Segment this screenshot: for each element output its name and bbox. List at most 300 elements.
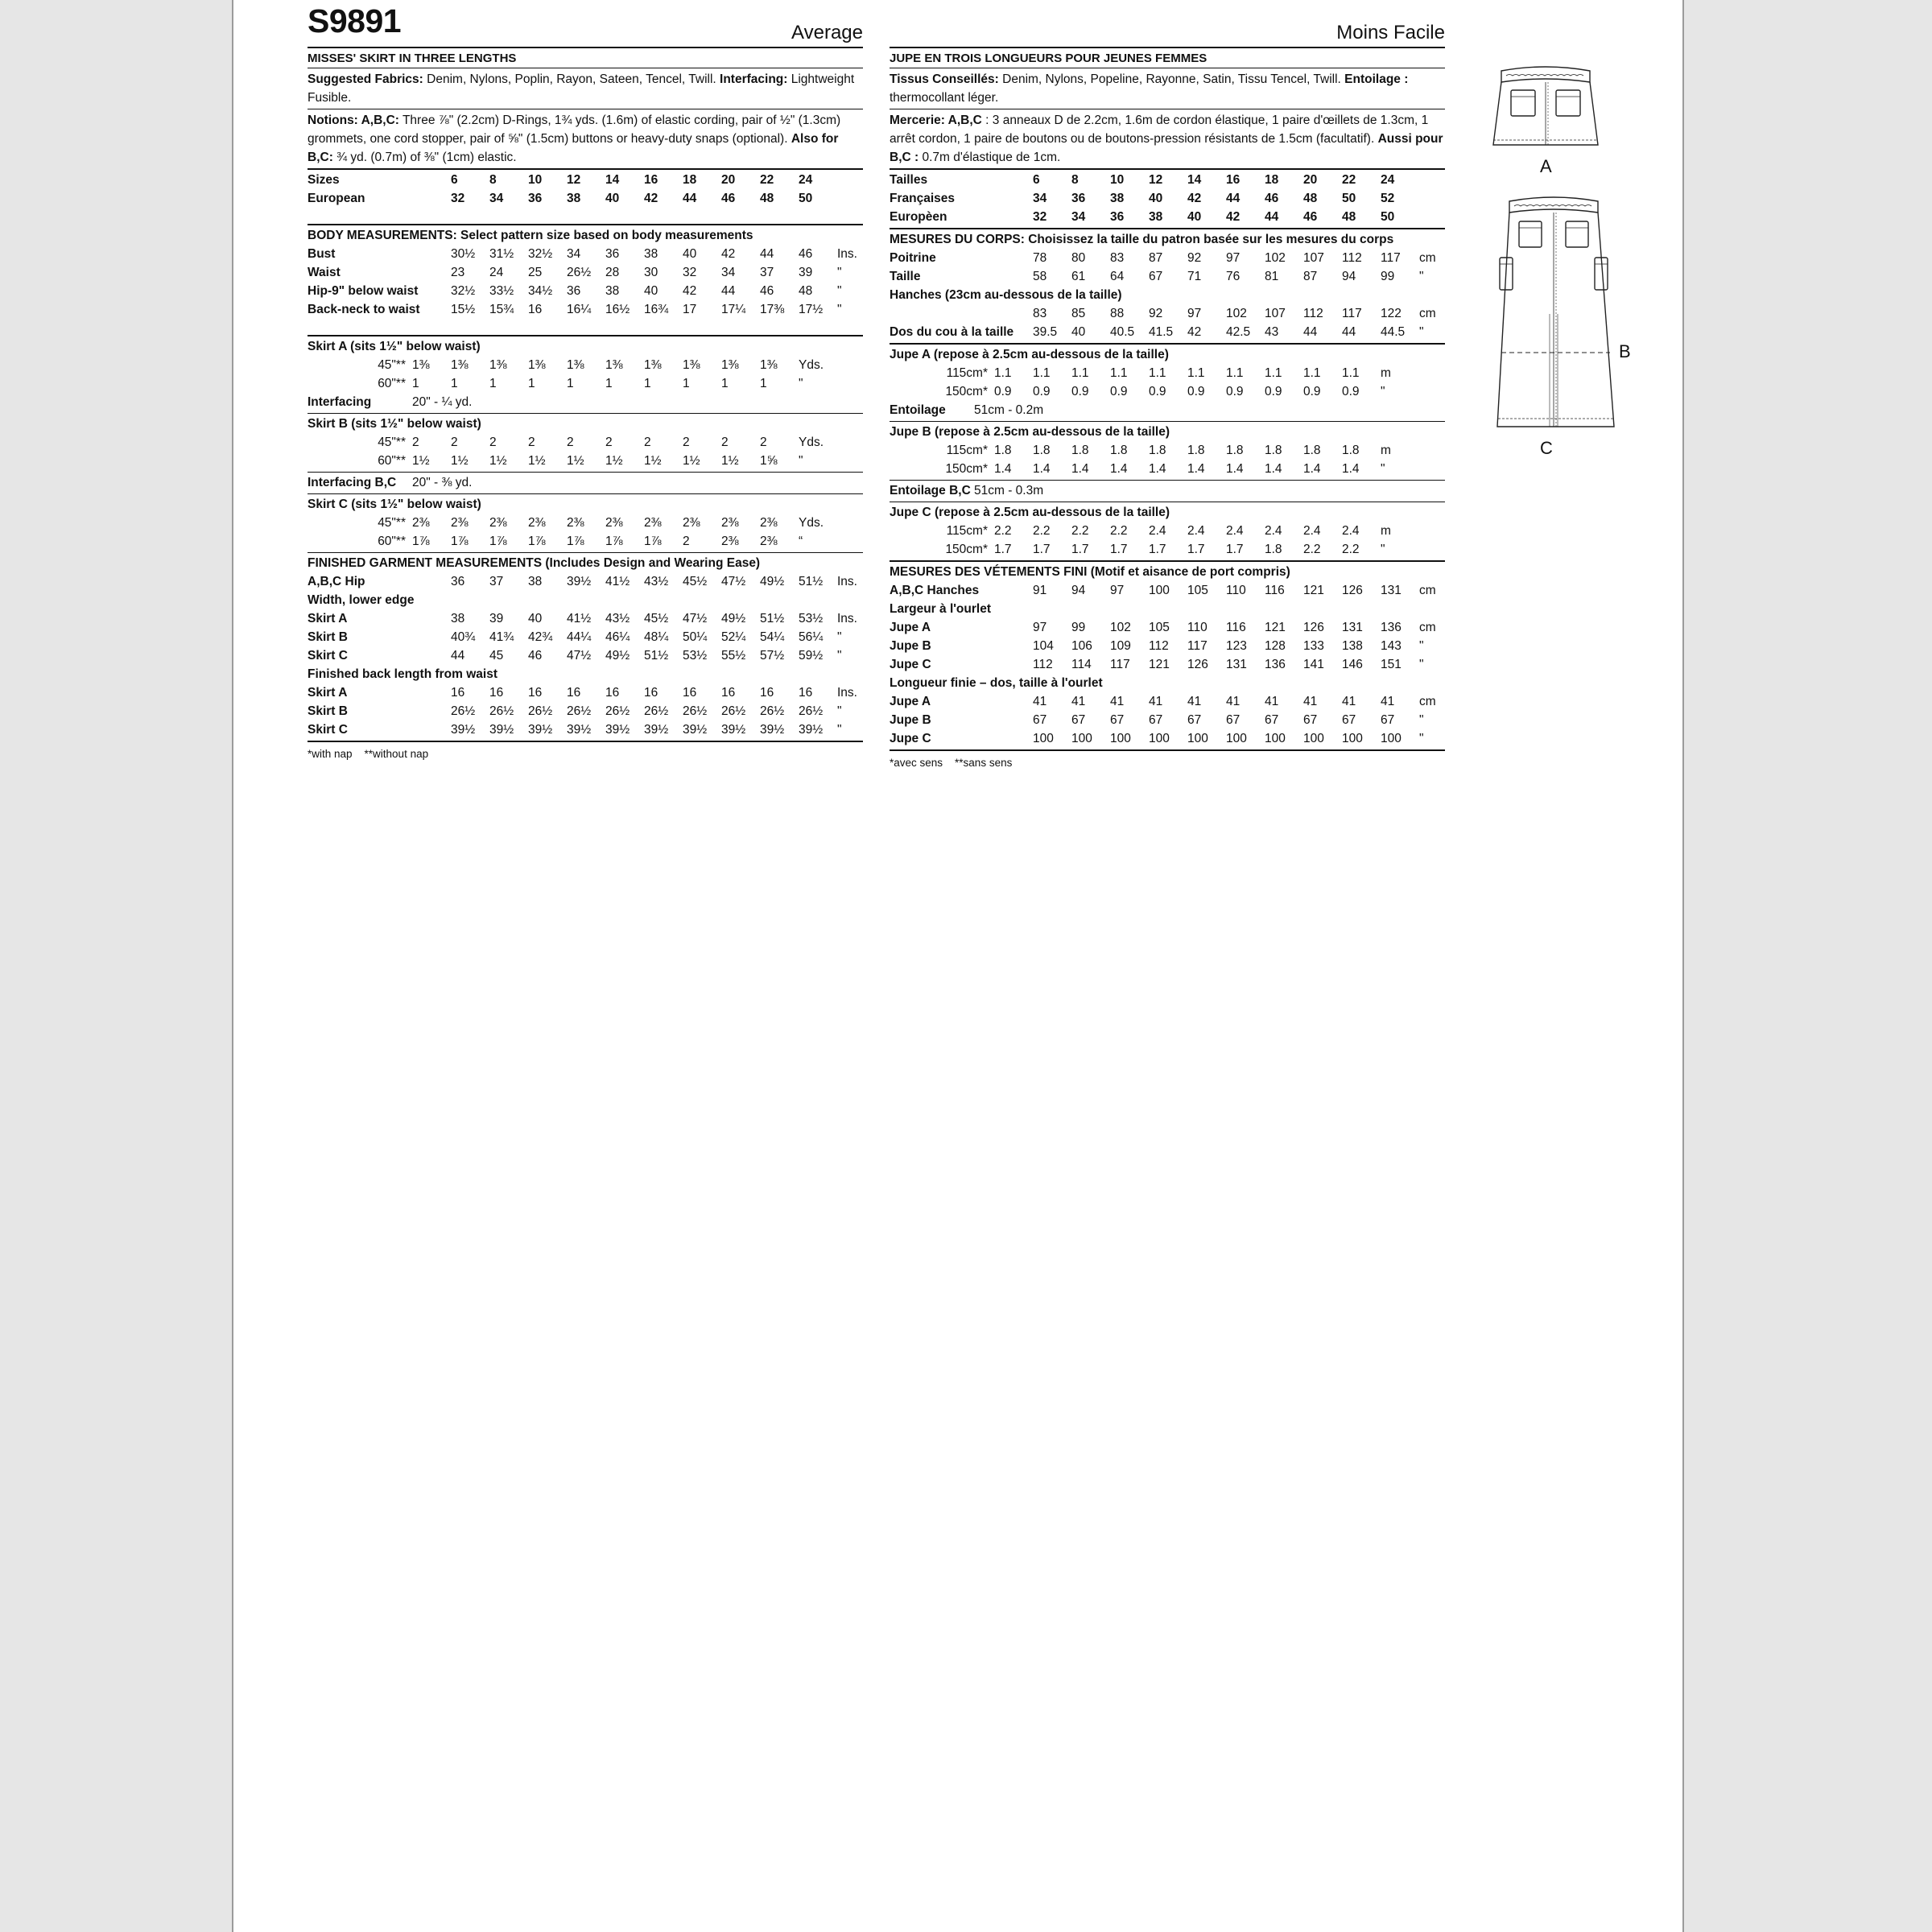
table-cell: 2 xyxy=(528,436,535,449)
table-row xyxy=(308,300,863,319)
table-cell: 2.2 xyxy=(994,524,1012,538)
table-row xyxy=(890,618,1445,637)
text-label: Interfacing xyxy=(308,395,372,409)
text-label: FINISHED GARMENT MEASUREMENTS (Includes Design and Wearing Ease) xyxy=(308,556,761,570)
table-cell: 1 xyxy=(644,377,651,390)
table-cell: 44 xyxy=(451,649,465,663)
text-label: 60"** xyxy=(378,454,406,468)
table-cell: 1½ xyxy=(412,454,430,468)
table-cell: 91 xyxy=(1033,584,1047,597)
text-label: Interfacing B,C xyxy=(308,476,397,489)
table-cell: 48 xyxy=(1342,210,1356,224)
unit-cell: " xyxy=(837,303,842,316)
table-cell: 42 xyxy=(683,284,697,298)
table-cell: 1⅜ xyxy=(451,358,469,372)
table-cell: 32½ xyxy=(528,247,553,261)
table-cell: 1.7 xyxy=(1187,543,1205,556)
table-row xyxy=(890,267,1445,286)
unit-cell: " xyxy=(1419,658,1424,671)
text-label: Jupe A xyxy=(890,621,931,634)
table-cell: 10 xyxy=(1110,173,1125,187)
unit-cell: cm xyxy=(1419,251,1436,265)
table-row xyxy=(890,401,1445,419)
unit-cell: Ins. xyxy=(837,575,857,588)
table-cell: 1.4 xyxy=(1149,462,1166,476)
skirt-bc-drawing xyxy=(1497,197,1614,427)
table-cell: 100 xyxy=(1149,732,1170,745)
table-cell: 2 xyxy=(412,436,419,449)
table-cell: 116 xyxy=(1265,584,1285,597)
table-cell: 41 xyxy=(1110,695,1125,708)
table-cell: 16 xyxy=(489,686,504,700)
finished-measurements-fr xyxy=(890,560,1445,749)
table-row xyxy=(308,245,863,263)
table-cell: 2.4 xyxy=(1265,524,1282,538)
text-label: Bust xyxy=(308,247,336,261)
table-cell: 39½ xyxy=(489,723,514,737)
unit-cell: m xyxy=(1381,366,1391,380)
table-row xyxy=(890,382,1445,401)
european-sizes-row xyxy=(308,189,863,208)
table-cell: 146 xyxy=(1342,658,1363,671)
table-cell: 42 xyxy=(1226,210,1241,224)
text-label: 0.7m d'élastique de 1cm. xyxy=(919,151,1061,164)
unit-cell: " xyxy=(837,284,842,298)
table-cell: 2⅜ xyxy=(567,516,584,530)
table-cell: 1.1 xyxy=(1226,366,1244,380)
table-cell: 1 xyxy=(567,377,574,390)
table-row xyxy=(308,452,863,470)
text-label: Finished back length from waist xyxy=(308,667,497,681)
table-cell: 40 xyxy=(528,612,543,625)
table-cell: 32 xyxy=(683,266,697,279)
unit-cell: " xyxy=(837,630,842,644)
table-cell: 16 xyxy=(451,686,465,700)
table-cell: 30 xyxy=(644,266,658,279)
table-cell: 26½ xyxy=(799,704,824,718)
garment-title-fr: JUPE EN TROIS LONGUEURS POUR JEUNES FEMMES xyxy=(890,48,1445,68)
table-cell: 1½ xyxy=(605,454,623,468)
table-cell: 2⅜ xyxy=(412,516,430,530)
body-measurements-fr xyxy=(890,228,1445,343)
table-cell: 0.9 xyxy=(994,385,1012,398)
notions xyxy=(308,109,863,168)
table-cell: 117 xyxy=(1187,639,1208,653)
table-cell: 85 xyxy=(1071,307,1086,320)
table-cell: 49½ xyxy=(721,612,746,625)
table-cell: 1⅜ xyxy=(760,358,778,372)
table-cell: 57½ xyxy=(760,649,785,663)
table-cell: 2⅜ xyxy=(605,516,623,530)
table-cell: 43½ xyxy=(644,575,669,588)
table-cell: 40 xyxy=(683,247,697,261)
table-cell: 2 xyxy=(683,436,690,449)
table-cell: 46 xyxy=(528,649,543,663)
table-cell: 1.1 xyxy=(1303,366,1321,380)
text-label: Back-neck to waist xyxy=(308,303,420,316)
text-label: Skirt A (sits 1½" below waist) xyxy=(308,340,481,353)
table-row xyxy=(308,263,863,282)
table-cell: 1.8 xyxy=(1187,444,1205,457)
text-label: 115cm* xyxy=(946,366,988,380)
table-cell: 41 xyxy=(1187,695,1202,708)
table-cell: 32½ xyxy=(451,284,476,298)
table-cell: 38 xyxy=(451,612,465,625)
table-cell: 112 xyxy=(1033,658,1053,671)
table-cell: 107 xyxy=(1265,307,1286,320)
table-cell: 48 xyxy=(799,284,813,298)
text-label: Taille xyxy=(890,270,921,283)
table-cell: 2 xyxy=(760,436,767,449)
table-cell: 1⅞ xyxy=(644,535,662,548)
table-cell: 1.1 xyxy=(994,366,1012,380)
table-cell: 8 xyxy=(489,173,497,187)
table-cell: 1½ xyxy=(489,454,507,468)
table-cell: 99 xyxy=(1381,270,1395,283)
table-cell: 2 xyxy=(644,436,651,449)
table-cell: 0.9 xyxy=(1033,385,1051,398)
unit-cell: " xyxy=(799,454,803,468)
unit-cell: " xyxy=(837,649,842,663)
table-cell: 1 xyxy=(528,377,535,390)
table-row xyxy=(308,572,863,591)
table-cell: 117 xyxy=(1381,251,1401,265)
text-label: Mercerie: A,B,C xyxy=(890,114,982,127)
table-cell: 50 xyxy=(1381,210,1395,224)
table-cell: 44 xyxy=(721,284,736,298)
table-cell: 34 xyxy=(1071,210,1086,224)
table-cell: 87 xyxy=(1303,270,1318,283)
text-label: 45"** xyxy=(378,436,406,449)
table-cell: 20 xyxy=(721,173,736,187)
table-cell: 44 xyxy=(1303,325,1318,339)
text-label: Poitrine xyxy=(890,251,936,265)
table-cell: 16 xyxy=(760,686,774,700)
text-label: Jupe B xyxy=(890,639,931,653)
table-cell: 51½ xyxy=(799,575,824,588)
table-cell: 38 xyxy=(644,247,658,261)
text-label: Skirt B xyxy=(308,630,348,644)
table-cell: 1.1 xyxy=(1149,366,1166,380)
table-cell: 1⅞ xyxy=(567,535,584,548)
text-label: 20" - ⅜ yd. xyxy=(412,476,473,489)
table-row xyxy=(890,692,1445,711)
table-cell: 46 xyxy=(799,247,813,261)
table-row xyxy=(890,208,1445,226)
table-cell: 2.2 xyxy=(1071,524,1089,538)
suggested-fabrics xyxy=(308,68,863,109)
table-cell: 10 xyxy=(528,173,543,187)
table-cell: 1⅞ xyxy=(451,535,469,548)
english-column xyxy=(308,3,863,763)
unit-cell: " xyxy=(1381,543,1385,556)
table-cell: 41 xyxy=(1226,695,1241,708)
table-cell: 1 xyxy=(683,377,690,390)
table-cell: 100 xyxy=(1110,732,1131,745)
table-cell: 1⅜ xyxy=(412,358,430,372)
table-cell: 15¾ xyxy=(489,303,514,316)
table-cell: 0.9 xyxy=(1071,385,1089,398)
table-cell: 2 xyxy=(489,436,497,449)
table-cell: 94 xyxy=(1071,584,1086,597)
table-cell: 34 xyxy=(1033,192,1047,205)
table-cell: 87 xyxy=(1149,251,1163,265)
interfacing-label: Interfacing: xyxy=(720,72,788,86)
table-cell: 97 xyxy=(1226,251,1241,265)
table-cell: 40¾ xyxy=(451,630,476,644)
table-cell: 1⅜ xyxy=(721,358,739,372)
table-row xyxy=(308,374,863,393)
text-label: Jupe C xyxy=(890,732,931,745)
table-cell: 41¾ xyxy=(489,630,514,644)
table-row xyxy=(308,609,863,628)
table-cell: 67 xyxy=(1381,713,1395,727)
table-cell: 38 xyxy=(567,192,581,205)
table-cell: 26½ xyxy=(683,704,708,718)
table-cell: 42 xyxy=(721,247,736,261)
table-cell: 1⅞ xyxy=(528,535,546,548)
text-label: 51cm - 0.2m xyxy=(974,403,1044,417)
table-cell: 110 xyxy=(1187,621,1208,634)
text-label: A,B,C Hanches xyxy=(890,584,980,597)
table-cell: 2 xyxy=(451,436,458,449)
table-cell: 33½ xyxy=(489,284,514,298)
table-cell: 138 xyxy=(1342,639,1363,653)
table-cell: 36 xyxy=(567,284,581,298)
table-cell: 67 xyxy=(1110,713,1125,727)
table-cell: 94 xyxy=(1342,270,1356,283)
table-cell: 100 xyxy=(1303,732,1324,745)
table-cell: 1½ xyxy=(644,454,662,468)
text-label: Europèen xyxy=(890,210,947,224)
table-cell: 1.1 xyxy=(1187,366,1205,380)
table-row xyxy=(308,532,863,551)
table-cell: 112 xyxy=(1303,307,1323,320)
table-cell: 26½ xyxy=(721,704,746,718)
table-cell: 42 xyxy=(644,192,658,205)
table-cell: 36 xyxy=(1071,192,1086,205)
table-cell: 41 xyxy=(1265,695,1279,708)
interfacing-bc-fr xyxy=(890,480,1445,502)
suggested-fabrics-fr xyxy=(890,68,1445,109)
table-cell: 131 xyxy=(1226,658,1247,671)
view-label-a: A xyxy=(1540,156,1552,176)
table-cell: 2⅜ xyxy=(760,516,778,530)
table-cell: 2.2 xyxy=(1110,524,1128,538)
table-cell: 97 xyxy=(1110,584,1125,597)
table-cell: 46 xyxy=(1265,192,1279,205)
table-cell: 50 xyxy=(799,192,813,205)
table-cell: 83 xyxy=(1033,307,1047,320)
table-cell: 112 xyxy=(1149,639,1169,653)
skirt-c-yardage xyxy=(308,493,863,552)
footnote: *with nap **without nap xyxy=(308,741,863,763)
text-label: Jupe B xyxy=(890,713,931,727)
table-cell: 32 xyxy=(1033,210,1047,224)
table-cell: 64 xyxy=(1110,270,1125,283)
table-cell: 1⅜ xyxy=(605,358,623,372)
skirt-b-yardage xyxy=(308,413,863,472)
table-cell: 1 xyxy=(451,377,458,390)
garment-title: MISSES' SKIRT IN THREE LENGTHS xyxy=(308,48,863,68)
table-cell: 1.1 xyxy=(1265,366,1282,380)
table-cell: 0.9 xyxy=(1342,385,1360,398)
table-cell: 109 xyxy=(1110,639,1131,653)
table-cell: 2⅜ xyxy=(683,516,700,530)
table-row xyxy=(890,441,1445,460)
jupe-b-yardage xyxy=(890,421,1445,480)
table-row xyxy=(308,393,863,411)
table-cell: 44 xyxy=(683,192,697,205)
table-cell: 16 xyxy=(528,303,543,316)
difficulty-level-fr: Moins Facile xyxy=(1336,22,1445,43)
table-cell: 92 xyxy=(1149,307,1163,320)
text-label: Hip-9" below waist xyxy=(308,284,419,298)
table-cell: 44 xyxy=(1226,192,1241,205)
table-cell: 1.4 xyxy=(1110,462,1128,476)
table-cell: 41 xyxy=(1071,695,1086,708)
text-label: 51cm - 0.3m xyxy=(974,484,1044,497)
unit-cell: cm xyxy=(1419,695,1436,708)
table-cell: 28 xyxy=(605,266,620,279)
table-cell: 42 xyxy=(1187,192,1202,205)
notions-text: Three ⅞" (2.2cm) D-Rings, 1¾ yds. (1.6m) of elastic cording, pair of ½" (1.3cm) grommets, one cord stopper, pair of ⅝" (1.5cm) buttons or heavy-duty snaps (optional). xyxy=(308,114,841,146)
table-cell: 26½ xyxy=(644,704,669,718)
table-cell: 2.2 xyxy=(1342,543,1360,556)
table-cell: 39½ xyxy=(528,723,553,737)
table-row xyxy=(308,514,863,532)
table-cell: 36 xyxy=(528,192,543,205)
table-cell: 117 xyxy=(1342,307,1362,320)
table-cell: 1⅜ xyxy=(644,358,662,372)
table-cell: 2.2 xyxy=(1303,543,1321,556)
unit-cell: " xyxy=(1419,732,1424,745)
table-cell: 16 xyxy=(644,173,658,187)
table-cell: 6 xyxy=(1033,173,1040,187)
table-cell: 46 xyxy=(1303,210,1318,224)
text-label: 45"** xyxy=(378,358,406,372)
unit-cell: “ xyxy=(799,535,803,548)
table-cell: 42¾ xyxy=(528,630,553,644)
table-cell: 34½ xyxy=(528,284,553,298)
table-cell: 131 xyxy=(1381,584,1402,597)
table-cell: 92 xyxy=(1187,251,1202,265)
table-cell: 2⅜ xyxy=(721,535,739,548)
table-cell: 16 xyxy=(1226,173,1241,187)
french-column xyxy=(890,3,1445,772)
table-cell: 1⅝ xyxy=(760,454,778,468)
unit-cell: " xyxy=(799,377,803,390)
text-label: Jupe C xyxy=(890,658,931,671)
table-cell: 42 xyxy=(1187,325,1202,339)
table-cell: 55½ xyxy=(721,649,746,663)
table-cell: 1 xyxy=(605,377,613,390)
table-cell: 31½ xyxy=(489,247,514,261)
table-cell: 88 xyxy=(1110,307,1125,320)
text-label: Skirt B xyxy=(308,704,348,718)
table-row xyxy=(890,304,1445,323)
table-cell: 46 xyxy=(760,284,774,298)
fabrics-text: Denim, Nylons, Poplin, Rayon, Sateen, Tencel, Twill. xyxy=(423,72,720,86)
table-row xyxy=(890,581,1445,600)
table-cell: 38 xyxy=(1149,210,1163,224)
table-cell: 41 xyxy=(1342,695,1356,708)
table-row xyxy=(308,356,863,374)
table-cell: 39½ xyxy=(567,723,592,737)
table-cell: 2.2 xyxy=(1033,524,1051,538)
table-cell: 107 xyxy=(1303,251,1324,265)
table-cell: 25 xyxy=(528,266,543,279)
table-cell: 22 xyxy=(760,173,774,187)
table-cell: 67 xyxy=(1033,713,1047,727)
table-row xyxy=(890,540,1445,559)
text-label: Entoilage : xyxy=(1344,72,1409,86)
table-cell: 42.5 xyxy=(1226,325,1251,339)
table-cell: 36 xyxy=(1110,210,1125,224)
table-cell: 39 xyxy=(489,612,504,625)
table-cell: 2 xyxy=(721,436,729,449)
table-cell: 44¼ xyxy=(567,630,592,644)
unit-cell: " xyxy=(1419,270,1424,283)
table-cell: 1.4 xyxy=(1033,462,1051,476)
table-cell: 1½ xyxy=(528,454,546,468)
table-cell: 53½ xyxy=(799,612,824,625)
table-cell: 20 xyxy=(1303,173,1318,187)
text-label: Jupe A (repose à 2.5cm au-dessous de la taille) xyxy=(890,348,1169,361)
unit-cell: Ins. xyxy=(837,612,857,625)
table-cell: 39½ xyxy=(644,723,669,737)
table-cell: 122 xyxy=(1381,307,1402,320)
table-cell: 22 xyxy=(1342,173,1356,187)
table-cell: 39½ xyxy=(760,723,785,737)
table-cell: 38 xyxy=(1110,192,1125,205)
table-cell: 1.7 xyxy=(1226,543,1244,556)
table-cell: 151 xyxy=(1381,658,1402,671)
table-cell: 106 xyxy=(1071,639,1092,653)
body-measurements-title: BODY MEASUREMENTS: Select pattern size based on body measurements xyxy=(308,229,753,242)
table-cell: 100 xyxy=(1265,732,1286,745)
table-cell: 136 xyxy=(1381,621,1402,634)
table-cell: 40 xyxy=(1149,192,1163,205)
table-cell: 0.9 xyxy=(1303,385,1321,398)
table-cell: 102 xyxy=(1265,251,1286,265)
table-cell: 83 xyxy=(1110,251,1125,265)
text-label: Jupe A xyxy=(890,695,931,708)
table-cell: 1.8 xyxy=(1303,444,1321,457)
skirt-illustrations xyxy=(1477,56,1638,475)
table-cell: 49½ xyxy=(605,649,630,663)
table-cell: 30½ xyxy=(451,247,476,261)
table-cell: 39½ xyxy=(605,723,630,737)
table-cell: 110 xyxy=(1226,584,1246,597)
text-label: 150cm* xyxy=(945,385,988,398)
table-cell: 1⅞ xyxy=(489,535,507,548)
interfacing-bc xyxy=(308,472,863,493)
table-cell: 39½ xyxy=(721,723,746,737)
unit-cell: Yds. xyxy=(799,436,824,449)
table-cell: 41 xyxy=(1149,695,1163,708)
text-label: 45"** xyxy=(378,516,406,530)
table-cell: 1½ xyxy=(721,454,739,468)
table-cell: 26½ xyxy=(567,266,592,279)
table-cell: 41 xyxy=(1303,695,1318,708)
text-label: European xyxy=(308,192,365,205)
table-row xyxy=(890,522,1445,540)
table-cell: 1 xyxy=(489,377,497,390)
table-cell: 2.4 xyxy=(1149,524,1166,538)
text-label: Skirt C xyxy=(308,649,348,663)
table-cell: 48 xyxy=(1303,192,1318,205)
